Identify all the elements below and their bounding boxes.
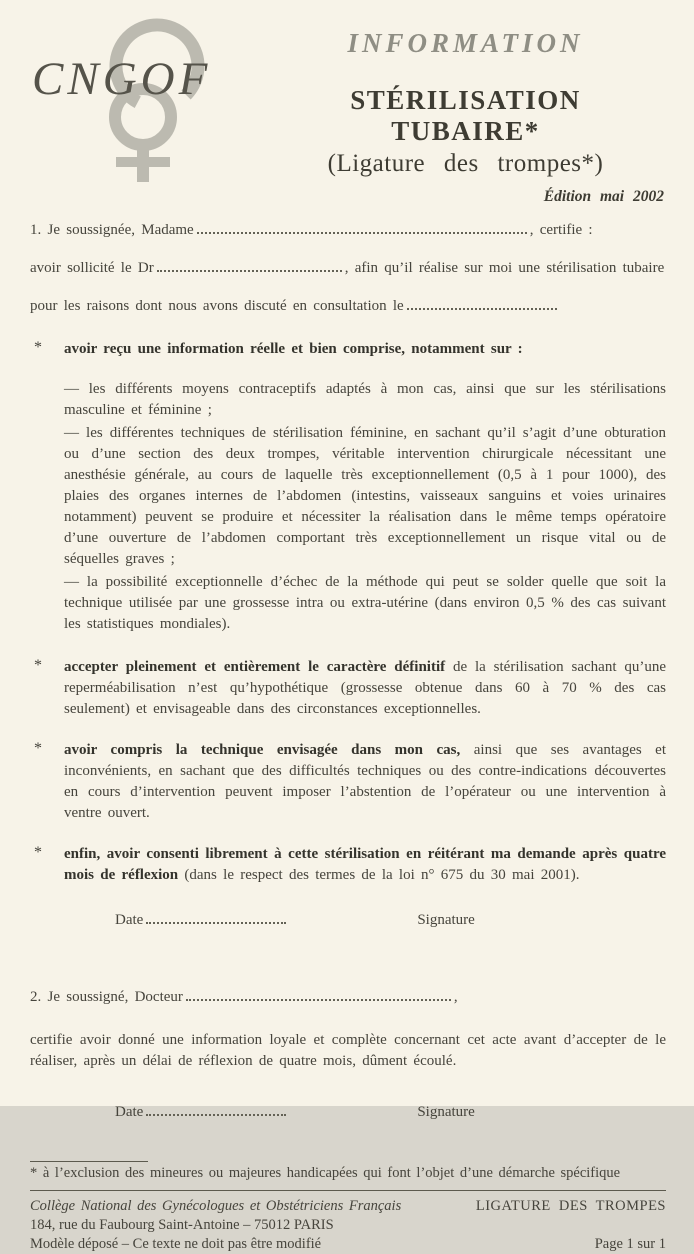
statement-line-docteur xyxy=(30,987,666,1008)
information-subitems xyxy=(64,379,666,635)
date-label: Date xyxy=(115,1104,144,1120)
bullet-item-information xyxy=(30,339,666,637)
bullet-text xyxy=(64,657,666,720)
fill-in-docteur-name xyxy=(186,992,451,1001)
statement-line-consultation xyxy=(30,296,666,317)
fill-in-doctor-name xyxy=(157,263,342,272)
logo-text: CNGOF xyxy=(32,53,212,105)
footnote-text: * à l’exclusion des mineures ou majeures handicapées qui font l’objet d’une démarche spécifique xyxy=(30,1165,621,1181)
signature-label: Signature xyxy=(417,912,475,928)
bullet-lead: enfin, avoir consenti librement à cette stérilisation en réitérant ma demande après quatre mois de réflexion xyxy=(64,846,666,883)
model-notice: Modèle déposé – Ce texte ne doit pas être modifié xyxy=(30,1236,322,1252)
bullet-lead: accepter pleinement et entièrement le caractère définitif xyxy=(64,659,446,675)
fill-in-madame-name xyxy=(197,225,527,234)
line-text: 1. Je soussignée, Madame xyxy=(30,222,194,238)
declaration-section-1 xyxy=(30,220,666,929)
statement-line-doctor xyxy=(30,258,666,279)
bullet-item-definitive-character xyxy=(30,657,666,720)
footer-right-block xyxy=(471,1197,666,1254)
page-number: Page 1 sur 1 xyxy=(594,1236,666,1252)
document-title: STÉRILISATION TUBAIRE* xyxy=(350,85,581,146)
line-text: avoir sollicité le Dr xyxy=(30,260,154,276)
bullet-item-free-consent xyxy=(30,844,666,886)
document-header xyxy=(30,12,666,205)
line-text: , afin qu’il réalise sur moi une stérilisation tubaire xyxy=(344,260,665,276)
organization-address: 184, rue du Faubourg Saint-Antoine – 75012 PARIS xyxy=(30,1217,334,1233)
footer-separator xyxy=(30,1190,666,1191)
line-text: 2. Je soussigné, Docteur xyxy=(30,989,183,1005)
document-footer xyxy=(30,1197,666,1254)
line-text: pour les raisons dont nous avons discuté en consultation le xyxy=(30,298,404,314)
organization-name: Collège National des Gynécologues et Obstétriciens Français xyxy=(30,1198,402,1214)
info-label: INFORMATION xyxy=(347,28,584,58)
document-subtitle: (Ligature des trompes*) xyxy=(327,150,604,177)
signature-row-patient xyxy=(30,912,666,929)
cngof-logo xyxy=(30,12,265,187)
declaration-section-2 xyxy=(30,987,666,1121)
bullet-marker: * xyxy=(34,844,42,861)
bullet-text xyxy=(64,740,666,824)
footnote-separator xyxy=(30,1161,148,1162)
fill-in-consultation-date xyxy=(407,301,557,310)
bullet-marker: * xyxy=(34,657,42,674)
edition-date: Édition mai 2002 xyxy=(543,188,664,205)
bullet-item-technique-understood xyxy=(30,740,666,824)
bullet-marker: * xyxy=(34,339,42,356)
signature-row-doctor xyxy=(30,1104,666,1121)
line-text: , xyxy=(453,989,458,1005)
footnote-block xyxy=(30,1161,666,1182)
bullet-text xyxy=(64,844,666,886)
bullet-rest: (dans le respect des termes de la loi n° 675 du 30 mai 2001). xyxy=(178,867,580,883)
bullet-text xyxy=(64,339,666,637)
fill-in-date xyxy=(146,1107,286,1116)
fill-in-date xyxy=(146,915,286,924)
subitem-techniques: — les différentes techniques de stérilisation féminine, en sachant qu’il s’agit d’une obturation ou d’une section des deux trompes, véritable intervention chirurgicale nécessitant une anesthésie générale, au cours de laquelle très exceptionnellement (0,5 à 1 pour 1000), des plaies des organes internes de l’abdomen (intestins, vaisseaux sanguins et voies urinaires notamment) peuvent se produire et nécessiter la réalisation dans le même temps opératoire d’une ouverture de l’abdomen comportant très exceptionnellement un risque vital ou de séquelles graves ; xyxy=(64,425,666,567)
signature-label: Signature xyxy=(417,1104,475,1120)
bullet-lead: avoir reçu une information réelle et bien comprise, notamment sur : xyxy=(64,341,523,357)
bullet-rest: ainsi que ses avantages et inconvénients, en sachant que des difficultés techniques ou des contre-indications découvertes en cours d’intervention peuvent imposer l’abstention de l’opérateur ou une intervention à ventre ouvert. xyxy=(64,742,667,821)
bullet-marker: * xyxy=(34,740,42,757)
document-reference: LIGATURE DES TROMPES xyxy=(475,1198,666,1214)
line-text: , certifie : xyxy=(529,222,593,238)
statement-line-madame xyxy=(30,220,666,241)
subitem-contraceptive-means: — les différents moyens contraceptifs adaptés à mon cas, ainsi que sur les stérilisations masculine et féminine ; xyxy=(64,381,666,418)
subitem-failure-possibility: — la possibilité exceptionnelle d’échec de la méthode qui peut se solder quelle que soit la technique utilisée par une grossesse intra ou extra-utérine (dans environ 0,5 % des cas suivant les statistiques mondiales). xyxy=(64,574,666,632)
title-block xyxy=(265,12,666,206)
doctor-certification-paragraph: certifie avoir donné une information loyale et complète concernant cet acte avant d’accepter de le réaliser, après un délai de réflexion de quatre mois, dûment écoulé. xyxy=(30,1032,666,1069)
date-label: Date xyxy=(115,912,144,928)
footer-left-block xyxy=(30,1197,471,1254)
bullet-lead: avoir compris la technique envisagée dans mon cas, xyxy=(64,742,461,758)
bullet-rest: de la stérilisation sachant qu’une reperméabilisation n’est qu’hypothétique (grossesse obtenue dans 60 à 70 % des cas seulement) et envisageable dans des circonstances exceptionnelles. xyxy=(64,659,667,717)
